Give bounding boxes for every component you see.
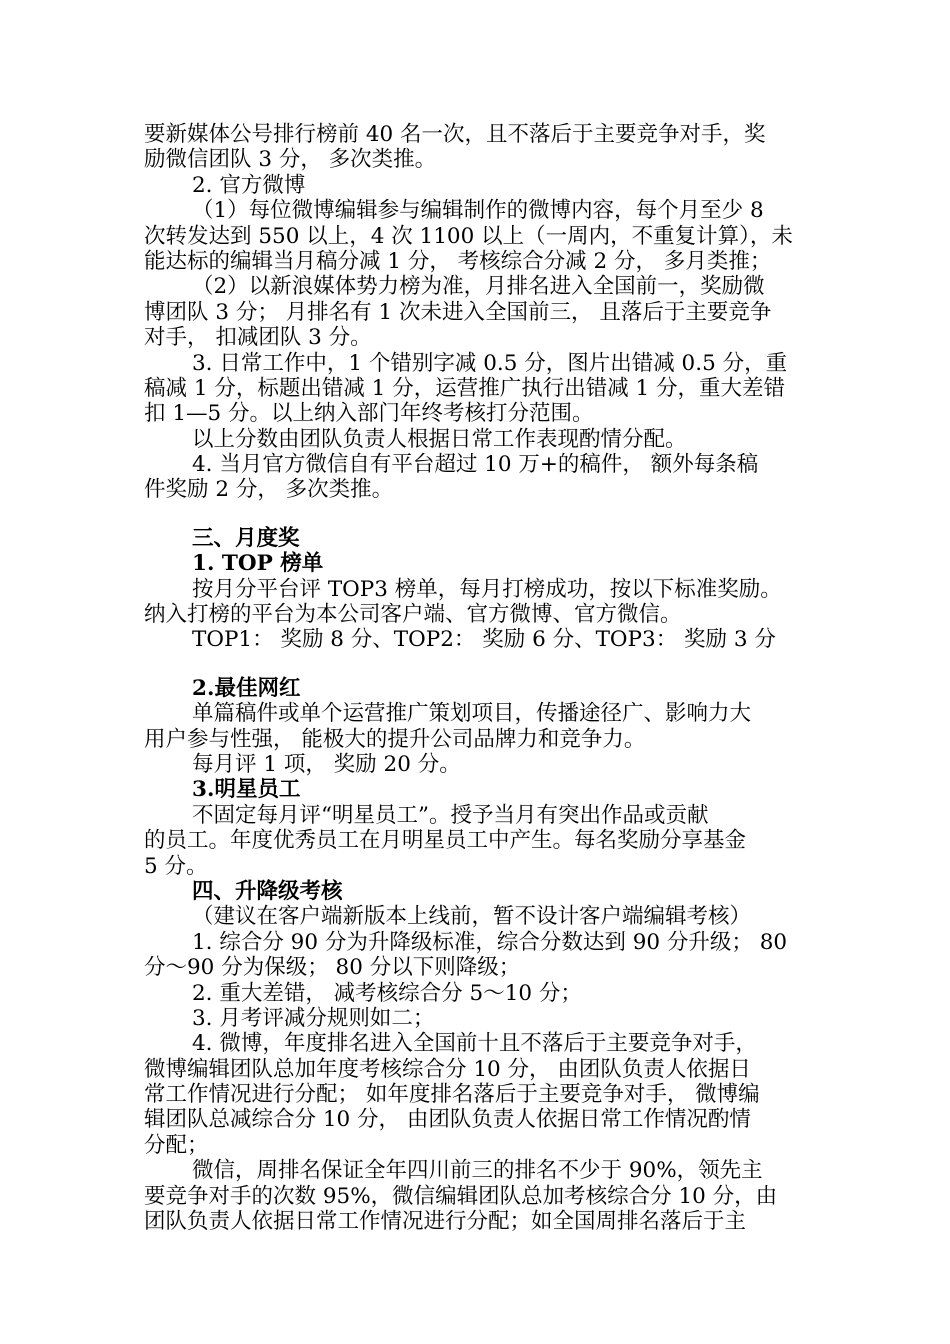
text-line: 励微信团队 3 分， 多次类推。 bbox=[144, 147, 437, 173]
text-line: 要新媒体公号排行榜前 40 名一次，且不落后于主要竞争对手，奖 bbox=[144, 122, 766, 147]
text-line: 要竞争对手的次数 95%，微信编辑团队总加考核综合分 10 分，由 bbox=[144, 1183, 778, 1209]
blank-line bbox=[144, 653, 812, 676]
text-line: 按月分平台评 TOP3 榜单，每月打榜成功，按以下标准奖励。 bbox=[192, 576, 782, 602]
text-line: 5 分。 bbox=[144, 853, 208, 879]
text-line: （2）以新浪媒体势力榜为准，月排名进入全国前一，奖励微 bbox=[192, 274, 765, 300]
text-line: 2. 重大差错， 减考核综合分 5～10 分； bbox=[192, 980, 582, 1006]
text-line: （1）每位微博编辑参与编辑制作的微博内容，每个月至少 8 bbox=[192, 198, 764, 224]
text-line: 博团队 3 分； 月排名有 1 次未进入全国前三， 且落后于主要竞争 bbox=[144, 299, 772, 325]
text-line: 常工作情况进行分配； 如年度排名落后于主要竞争对手， 微博编 bbox=[144, 1082, 760, 1108]
blank-line bbox=[144, 503, 812, 526]
text-line: 1. 综合分 90 分为升降级标准，综合分数达到 90 分升级； 80 bbox=[192, 929, 788, 955]
text-line: 能达标的编辑当月稿分减 1 分， 考核综合分减 2 分， 多月类推； bbox=[144, 248, 772, 274]
text-line: 微博编辑团队总加年度考核综合分 10 分， 由团队负责人依据日 bbox=[144, 1056, 751, 1082]
section-heading: 1. TOP 榜单 bbox=[192, 551, 324, 577]
text-line: 的员工。年度优秀员工在月明星员工中产生。每名奖励分享基金 bbox=[144, 828, 747, 854]
text-line: 分配； bbox=[144, 1132, 209, 1158]
section-heading: 四、升降级考核 bbox=[192, 878, 343, 904]
text-line: 稿减 1 分，标题出错减 1 分，运营推广执行出错减 1 分，重大差错 bbox=[144, 375, 786, 401]
text-line: 次转发达到 550 以上，4 次 1100 以上（一周内，不重复计算），未 bbox=[144, 223, 793, 249]
text-line: 辑团队总减综合分 10 分， 由团队负责人依据日常工作情况酌情 bbox=[144, 1107, 751, 1133]
section-heading: 2.最佳网红 bbox=[192, 675, 301, 701]
text-line: 2. 官方微博 bbox=[192, 172, 306, 198]
text-line: 单篇稿件或单个运营推广策划项目，传播途径广、影响力大 bbox=[192, 701, 752, 727]
section-heading: 三、月度奖 bbox=[192, 525, 300, 551]
section-heading: 3.明星员工 bbox=[192, 777, 301, 803]
text-line: 用户参与性强， 能极大的提升公司品牌力和竞争力。 bbox=[144, 726, 646, 752]
text-line: 对手， 扣减团队 3 分。 bbox=[144, 325, 372, 351]
text-line: 以上分数由团队负责人根据日常工作表现酌情分配。 bbox=[192, 426, 687, 452]
text-line: 团队负责人依据日常工作情况进行分配；如全国周排名落后于主 bbox=[144, 1209, 747, 1235]
text-line: 纳入打榜的平台为本公司客户端、官方微博、官方微信。 bbox=[144, 602, 682, 628]
text-line: 3. 月考评减分规则如二； bbox=[192, 1005, 435, 1031]
text-line: TOP1： 奖励 8 分、TOP2： 奖励 6 分、TOP3： 奖励 3 分 bbox=[192, 627, 776, 653]
text-line: 4. 微博，年度排名进入全国前十且不落后于主要竞争对手， bbox=[192, 1031, 757, 1057]
text-line: 4. 当月官方微信自有平台超过 10 万+的稿件， 额外每条稿 bbox=[192, 452, 759, 478]
text-line: 微信，周排名保证全年四川前三的排名不少于 90%，领先主 bbox=[192, 1158, 763, 1184]
text-line: 3. 日常工作中，1 个错别字减 0.5 分，图片出错减 0.5 分，重 bbox=[192, 350, 788, 376]
text-line: 件奖励 2 分， 多次类推。 bbox=[144, 477, 394, 503]
text-line: 每月评 1 项， 奖励 20 分。 bbox=[192, 751, 461, 777]
text-line: 分～90 分为保级； 80 分以下则降级； bbox=[144, 955, 521, 981]
text-line: （建议在客户端新版本上线前，暂不设计客户端编辑考核） bbox=[192, 904, 752, 930]
text-line: 扣 1—5 分。以上纳入部门年终考核打分范围。 bbox=[144, 401, 594, 427]
document-body bbox=[144, 122, 812, 1234]
text-line: 不固定每月评“明星员工”。授予当月有突出作品或贡献 bbox=[192, 802, 709, 828]
